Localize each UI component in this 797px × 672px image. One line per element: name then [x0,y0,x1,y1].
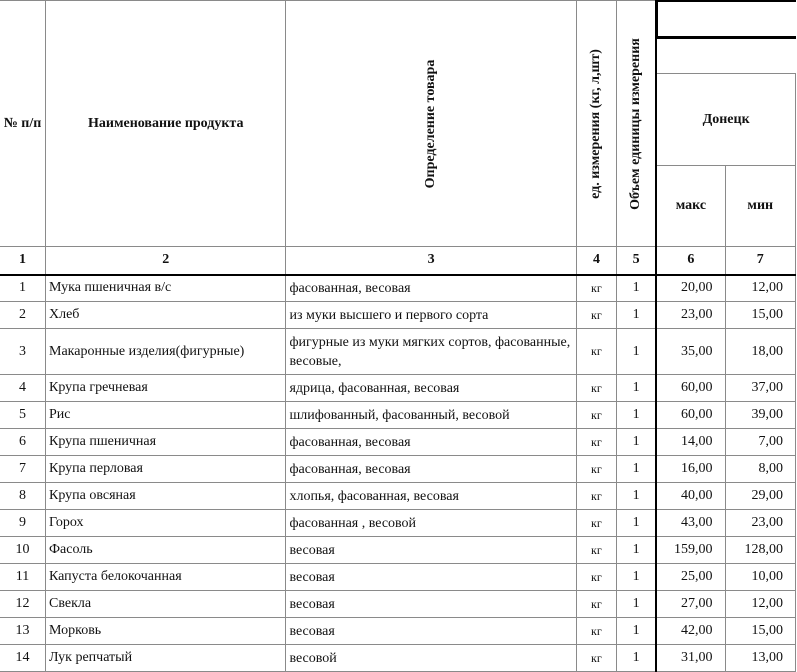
cell-product-definition: хлопья, фасованная, весовая [286,483,576,510]
cell-product-definition: весовая [286,537,576,564]
header-product-definition [286,1,576,247]
cell-row-number: 13 [0,618,46,645]
header-unit-volume [617,1,657,247]
cell-unit-volume: 1 [617,302,657,329]
cell-price-min: 37,00 [725,375,795,402]
cell-unit-volume: 1 [617,375,657,402]
column-number-row [0,247,796,275]
cell-product-definition: фигурные из муки мягких сортов, фасованные, весовые, [286,329,576,375]
cell-product-name: Мука пшеничная в/с [46,275,286,302]
cell-price-max: 60,00 [656,402,725,429]
cell-product-name: Фасоль [46,537,286,564]
table-row [0,510,796,537]
cell-price-min: 39,00 [725,402,795,429]
cell-price-min: 18,00 [725,329,795,375]
cell-price-max: 20,00 [656,275,725,302]
cell-product-name: Рис [46,402,286,429]
cell-product-definition: весовой [286,645,576,672]
cell-price-max: 27,00 [656,591,725,618]
column-number: 5 [617,247,657,275]
cell-product-name: Капуста белокочанная [46,564,286,591]
table-row [0,402,796,429]
cell-price-min: 128,00 [725,537,795,564]
cell-product-definition: из муки высшего и первого сорта [286,302,576,329]
cell-product-definition: фасованная, весовая [286,275,576,302]
cell-unit-volume: 1 [617,645,657,672]
cell-product-definition: весовая [286,591,576,618]
cell-price-max: 35,00 [656,329,725,375]
cell-price-max: 31,00 [656,645,725,672]
cell-row-number: 6 [0,429,46,456]
cell-unit: кг [576,302,616,329]
header-city: Донецк [656,74,795,166]
cell-price-max: 14,00 [656,429,725,456]
cell-price-max: 23,00 [656,302,725,329]
table-row [0,483,796,510]
header-min: мин [725,166,795,247]
cell-unit-volume: 1 [617,510,657,537]
cell-unit-volume: 1 [617,618,657,645]
cell-price-min: 15,00 [725,302,795,329]
column-number: 4 [576,247,616,275]
column-number: 6 [656,247,725,275]
cell-price-min: 10,00 [725,564,795,591]
cell-unit-volume: 1 [617,537,657,564]
table-row [0,564,796,591]
cell-product-name: Свекла [46,591,286,618]
cell-row-number: 11 [0,564,46,591]
cell-product-definition: весовая [286,564,576,591]
column-number: 7 [725,247,795,275]
cell-row-number: 2 [0,302,46,329]
cell-product-definition: фасованная , весовой [286,510,576,537]
header-unit-text: ед. измерения (кг, л,шт) [588,48,604,199]
cell-price-max: 43,00 [656,510,725,537]
header-product-name: Наименование продукта [46,1,286,247]
cell-unit: кг [576,429,616,456]
cell-unit: кг [576,537,616,564]
cell-price-min: 23,00 [725,510,795,537]
header-product-definition-text: Определение товара [423,59,439,188]
cell-row-number: 3 [0,329,46,375]
cell-unit: кг [576,329,616,375]
cell-unit: кг [576,564,616,591]
header-max: макс [656,166,725,247]
cell-product-name: Горох [46,510,286,537]
header-spacer [656,38,795,74]
table-row [0,456,796,483]
cell-price-max: 40,00 [656,483,725,510]
cell-row-number: 8 [0,483,46,510]
cell-product-name: Лук репчатый [46,645,286,672]
header-top-box [656,1,795,38]
cell-price-min: 15,00 [725,618,795,645]
table-row [0,429,796,456]
cell-price-min: 29,00 [725,483,795,510]
table-row [0,645,796,672]
cell-product-name: Крупа перловая [46,456,286,483]
cell-row-number: 14 [0,645,46,672]
cell-unit-volume: 1 [617,275,657,302]
cell-unit-volume: 1 [617,456,657,483]
cell-product-name: Морковь [46,618,286,645]
cell-unit: кг [576,591,616,618]
cell-row-number: 1 [0,275,46,302]
cell-row-number: 12 [0,591,46,618]
cell-unit-volume: 1 [617,564,657,591]
cell-row-number: 9 [0,510,46,537]
cell-price-min: 12,00 [725,591,795,618]
cell-product-name: Крупа овсяная [46,483,286,510]
cell-unit: кг [576,510,616,537]
cell-product-name: Крупа гречневая [46,375,286,402]
table-row [0,618,796,645]
cell-unit: кг [576,275,616,302]
cell-unit-volume: 1 [617,429,657,456]
cell-unit-volume: 1 [617,483,657,510]
cell-unit-volume: 1 [617,402,657,429]
column-number: 3 [286,247,576,275]
cell-product-definition: фасованная, весовая [286,456,576,483]
cell-unit: кг [576,456,616,483]
cell-unit: кг [576,645,616,672]
cell-product-name: Хлеб [46,302,286,329]
header-row-number: № п/п [0,1,46,247]
cell-unit: кг [576,402,616,429]
table-row [0,329,796,375]
cell-price-max: 16,00 [656,456,725,483]
header-unit [576,1,616,247]
column-number: 2 [46,247,286,275]
cell-price-max: 25,00 [656,564,725,591]
cell-unit: кг [576,483,616,510]
cell-product-definition: фасованная, весовая [286,429,576,456]
table-row [0,302,796,329]
table-row [0,375,796,402]
table-row [0,275,796,302]
cell-price-min: 8,00 [725,456,795,483]
cell-price-min: 12,00 [725,275,795,302]
cell-row-number: 7 [0,456,46,483]
cell-unit: кг [576,375,616,402]
cell-unit-volume: 1 [617,329,657,375]
cell-product-definition: весовая [286,618,576,645]
cell-price-max: 60,00 [656,375,725,402]
cell-unit-volume: 1 [617,591,657,618]
header-unit-volume-text: Объем единицы измерения [627,37,643,210]
cell-product-definition: ядрица, фасованная, весовая [286,375,576,402]
cell-unit: кг [576,618,616,645]
cell-product-name: Макаронные изделия(фигурные) [46,329,286,375]
cell-product-definition: шлифованный, фасованный, весовой [286,402,576,429]
cell-price-min: 7,00 [725,429,795,456]
cell-row-number: 4 [0,375,46,402]
table-row [0,591,796,618]
cell-row-number: 5 [0,402,46,429]
cell-price-max: 159,00 [656,537,725,564]
column-number: 1 [0,247,46,275]
cell-product-name: Крупа пшеничная [46,429,286,456]
cell-price-min: 13,00 [725,645,795,672]
cell-price-max: 42,00 [656,618,725,645]
table-row [0,537,796,564]
cell-row-number: 10 [0,537,46,564]
